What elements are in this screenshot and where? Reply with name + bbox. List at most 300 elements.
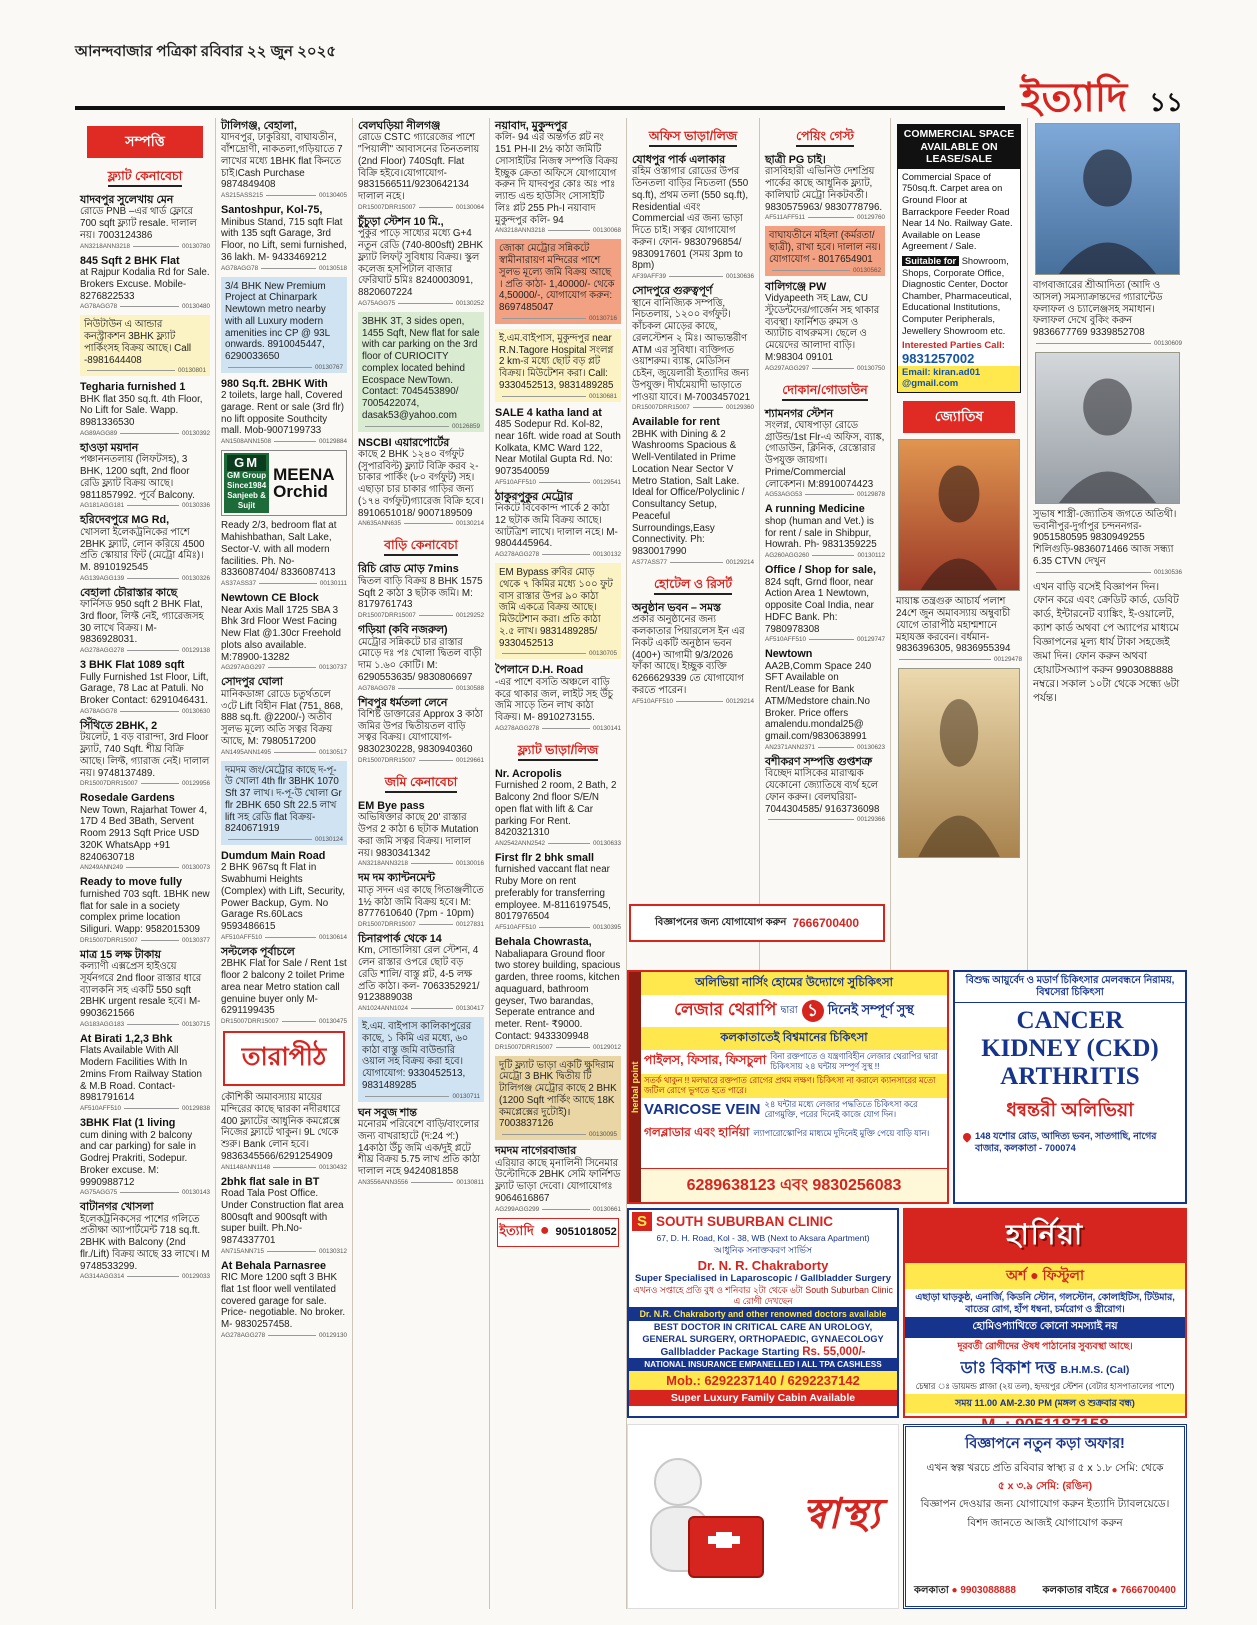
ad-code: DR15007DRR15007 — [632, 404, 690, 412]
oliviya-strip1: অলিভিয়া নার্সিং হোমের উদ্যোগে সুচিকিৎসা — [641, 972, 947, 995]
ad-title: At Behala Parnasree — [221, 1259, 327, 1272]
clinic-address — [955, 1131, 1185, 1158]
ad-number: 00130750 — [856, 364, 885, 372]
ad-meta — [495, 840, 621, 847]
ad-title: সিঁথিতে 2BHK, 2 — [80, 719, 158, 732]
kolkata-contact — [914, 1583, 1016, 1600]
classified-ad — [358, 933, 484, 1012]
classified-ad — [765, 564, 885, 643]
oliviya-content — [641, 972, 947, 1202]
commercial-phone: 9831257002 — [902, 351, 975, 367]
commercial-header-line2: AVAILABLE ON LEASE/SALE — [920, 140, 998, 166]
departments-line: BEST DOCTOR IN CRITICAL CARE AN UROLOGY, GENERAL SURGERY, ORTHOPAEDIC, GYNAECOLOGY — [642, 1322, 884, 1344]
ad-body: পঞ্চাননতলায় (লিফটসহ), 3 BHK, 1200 sqft, 2nd floor রেডি ফ্ল্যাট বিক্রয় আছে। 9811857992. পূর্বে Balcony. — [80, 454, 195, 501]
ad-number: 00129661 — [455, 756, 484, 764]
clinic-phones: Mob.: 6292237140 / 6292237142 — [629, 1371, 897, 1390]
ad-body: সুভাষ শাস্ত্রী-জ্যোতিষ জগতে অতিথী। ভবানীপুর-দুর্গাপুর চন্দননগর- 9051580595 9830949255 শিলিগুড়ি-9836071466 আজ সন্ধ্যা 6.35 CTVN দেখুন — [1033, 508, 1177, 567]
meta-rule — [542, 728, 590, 729]
ad-body: Road Tala Post Office. Under Construction flat area 800sqft and 900sqft with super built. Ph.No- 9874337701 — [221, 1188, 344, 1246]
ad-body: যাদবপুর, ঢাকুরিয়া, বাঘাযতীন, বাঁশদ্রোণী, নাকতলা,গড়িয়াতে 7 লাখের মধ্যে 1BHK flat কিনতে চাই।Cash Purchase 9874849408 — [221, 132, 343, 191]
ad-meta — [80, 1273, 210, 1280]
subsection-header — [765, 382, 885, 402]
ad-code: AF510AFF510 — [495, 924, 536, 932]
ad-title: চুঁচুড়া স্টেশন 10 মি., — [358, 215, 444, 228]
astrologer-photo-sadhu — [898, 668, 1020, 858]
ad-meta — [80, 502, 210, 509]
ad-body: Minibus Stand, 715 sqft Flat with 135 sqft Garage, 3rd Floor, no Lift, semi furnished, 36 lakh. M- 9433469212 — [221, 216, 347, 263]
meta-rule — [539, 482, 590, 483]
doctor-speciality: Super Specialised in Laparoscopic / Gallbladder Surgery — [634, 1273, 892, 1284]
ad-body: Nabaliapara Ground floor two storey building, spacious garden, three rooms, kitchen aquaguard, bathroom geyser, Two barandas, Seperate entrance and meter. Rent- ₹9000. Contact: 9433309948 — [495, 948, 621, 1042]
ad-body: দমদম জং/মেট্রোর কাছে দ-পূ-উ খোলা 4th flr 3BHK 1070 Sft 37 লাখ। দ-পূ-উ খোলা Gr flr 2BHK 650 Sft 22.5 লাখ lift সহ রেডি flat বিক্রয়- 8240671919 — [225, 764, 342, 835]
meta-rule — [127, 1024, 179, 1025]
ad-meta — [499, 393, 617, 400]
ad-number: 00130064 — [455, 203, 484, 211]
ad-code: AG78AGG78 — [358, 684, 396, 692]
classified-ad — [221, 1092, 347, 1171]
ad-code: DR15007DRR15007 — [80, 780, 138, 788]
subsection-label: হোটেল ও রিসর্ট — [654, 577, 732, 595]
ad-number: 00129478 — [993, 656, 1022, 664]
ad-meta — [632, 273, 754, 280]
ad-code: AG181AGG181 — [80, 502, 125, 510]
ad-meta — [495, 479, 621, 486]
meta-rule — [808, 217, 854, 218]
meta-rule — [419, 924, 453, 925]
ad-number: 00130536 — [1153, 568, 1182, 576]
tarapith-logo: তারাপীঠ — [223, 1031, 345, 1086]
meta-rule — [809, 639, 854, 640]
meta-rule — [274, 752, 316, 753]
ad-meta — [495, 227, 621, 234]
offer-phones — [914, 1583, 1176, 1600]
classified-ad — [495, 852, 621, 931]
meta-rule — [398, 303, 453, 304]
meta-rule — [398, 688, 453, 689]
suitable-for-list: Showroom, Shops, Corporate Office, Diagnostic Center, Doctor Chamber, Pharmaceutical, Educational Institutions, Computer Peripherals, Jewellery Showroom etc. — [902, 256, 1012, 336]
ad-title: শ্যামনগর স্টেশন — [765, 407, 834, 420]
figure-art — [654, 1458, 702, 1506]
ad-body: রোডে CSTC গ্যারেজের পাশে "পিয়ালী" আবাসনের তিনতলায় (2nd Floor) 740Sqft. Flat বিক্রি হইবে।যোগাযোগ- 9831566511/9230642134 দালাল নহে। — [358, 132, 480, 203]
ad-title: সল্টলেক পূর্বাচলে — [221, 945, 295, 958]
ad-meta — [221, 934, 347, 941]
ad-meta — [495, 551, 621, 558]
offer-line2: ৫ x ৩.৯ সেমি: (রঙিন) — [997, 1480, 1093, 1493]
classified-ad — [221, 204, 347, 271]
ad-meta — [765, 744, 885, 751]
ad-meta — [765, 552, 885, 559]
ad-title: 3 BHK Flat 1089 sqft — [80, 659, 185, 672]
ad-number: 00130111 — [319, 580, 347, 588]
meena-orchid-logo — [221, 450, 347, 516]
ad-code: AG278AGG278 — [221, 1331, 266, 1339]
ad-meta — [358, 757, 484, 764]
ad-code: AN3218ANN3218 — [80, 242, 131, 250]
offer-line4: বিশদ জানতে আজই যোগাযোগ করুন — [967, 1516, 1123, 1529]
ad-number: 00130715 — [181, 1020, 210, 1028]
ad-number: 00130705 — [588, 650, 617, 658]
classified-ad — [495, 407, 621, 486]
meta-rule — [120, 306, 179, 307]
ad-code: AN3556ANN3556 — [358, 1178, 409, 1186]
ad-body: মনোরম পরিবেশে বাড়ি/বাংলোর জন্য বাখরাহাটে (দ:24 প:) 14কাঠা উঁচু জমি এক/দুই প্লটে শীঘ্র বিক্রয় 5.75 লাখ প্রতি কাঠা দালাল নহে 9424081858 — [358, 1119, 481, 1178]
ad-body: স্থানে বানিজ্যিক সম্পত্তি, নিচতলায়, ১২০০ বর্গফুট। কাঁচকল মোড়ের কাছে, রেলস্টেশন ২ মিঃ। আভ্যন্তরীণ ATM এর সুবিধা। ব্যক্তিগত ওয়াশরুম। ব্যাঙ্ক, মেডিসিন চেইন, জুয়েলারী ইত্যাদির জন্য উপযুক্ত। দীর্ঘমেয়াদী ভাড়াতে পাওয়া যাবে। M-7003457021 — [632, 297, 751, 403]
ad-title: রিচি রোড মোড় 7mins — [358, 563, 459, 576]
ad-body: Fully Furnished 1st Floor, Lift, Garage, 78 Lac at Patuli. No Broker Contact: 6291046431. — [80, 671, 209, 707]
meta-rule — [676, 701, 723, 702]
ad-meta — [221, 664, 347, 671]
ad-meta — [221, 1164, 347, 1171]
gm-initials: GM — [227, 455, 266, 471]
meta-rule — [670, 562, 723, 563]
classified-ad — [80, 381, 210, 437]
ad-title: At Birati 1,2,3 Bhk — [80, 1032, 173, 1045]
ad-meta — [765, 214, 885, 221]
address-text: 148 যশোর রোড, আদিত্য ভবন, সাতগাছি, নাগের বাজার, কলকাতা - 700074 — [975, 1131, 1157, 1154]
ad-number: 00130801 — [177, 367, 206, 375]
ad-code: DR15007DRR15007 — [221, 1018, 279, 1026]
subsection-header — [632, 576, 754, 596]
classified-ad — [1033, 509, 1182, 576]
ad-meta — [221, 1248, 347, 1255]
ad-number: 00130681 — [588, 392, 617, 400]
classified-ad — [765, 648, 885, 751]
meta-rule — [141, 940, 179, 941]
ad-number: 00129878 — [856, 491, 885, 499]
ad-number: 00129214 — [725, 697, 754, 705]
ad-meta — [632, 559, 754, 566]
astrologer-photo-mayank — [898, 439, 1020, 591]
ad-title: EM Bye pass — [358, 799, 425, 812]
ad-body: Vidyapeeth সহ Law, CU স্টুডেন্টদের/গার্জেন সহ থাকার ব্যবস্থা। ফার্নিশড রুমস ও অ্যাটাচ বাথরুমস। ছেলে ও মেয়েদের আলাদা বাড়ি। M:98304 09101 — [765, 293, 880, 363]
oliviya-strip2: কলকাতাতেই বিশ্বমানের চিকিৎসা — [641, 1027, 947, 1050]
classified-ad — [765, 154, 885, 221]
ad-meta — [221, 438, 347, 445]
kolkata-label: কলকাতা — [914, 1585, 949, 1596]
ad-meta — [499, 315, 617, 322]
ad-title: Dumdum Main Road — [221, 850, 326, 863]
ad-number: 00130377 — [181, 936, 210, 944]
ad-body: AA2B,Comm Space 240 SFT Available on Rent/Lease for Bank ATM/Medstore chain.No Broker. Price offers amalendu.mondal25@ gmail.com/9830638991 — [765, 660, 872, 743]
ad-number: 00130336 — [181, 502, 210, 510]
ad-meta — [221, 265, 347, 272]
classified-ad — [495, 563, 621, 659]
ad-code: DR15007DRR15007 — [495, 1043, 553, 1051]
ad-number: 00130475 — [318, 1018, 347, 1026]
meta-rule — [141, 783, 179, 784]
section-header-jyotish: জ্যোতিষ — [903, 401, 1015, 433]
ad-code: AN1148ANN1148 — [221, 1163, 271, 1171]
classified-ad — [358, 312, 484, 432]
red-cross-icon — [716, 1532, 732, 1548]
meta-rule — [548, 843, 590, 844]
meta-rule — [265, 937, 316, 938]
paper-title — [75, 40, 336, 65]
ad-number: 00126859 — [451, 422, 480, 430]
ad-body: নিউটাউন এ আন্ডার কনস্ট্রাকশন 3BHK ফ্ল্যাট পার্কিংসহ বিক্রয় আছে। Call -8981644408 — [84, 319, 192, 366]
meta-rule — [556, 1047, 590, 1048]
column-right-photos — [1028, 118, 1187, 970]
ad-code: AG78AGG78 — [221, 264, 259, 272]
ad-number: 00129214 — [725, 558, 754, 566]
classified-ad — [221, 1260, 347, 1339]
classified-ad — [80, 514, 210, 581]
ad-number: 00129012 — [592, 1043, 621, 1051]
subsection-label: জমি কেনাবেচা — [385, 775, 457, 793]
ad-title: দমদম নাগেরবাজার — [495, 1145, 577, 1158]
cure-label: দিনেই সম্পূর্ণ সুস্থ — [827, 1001, 914, 1017]
ad-title: 2bhk flat sale in BT — [221, 1175, 320, 1188]
ad-body: ই.এম. বাইপাস কালিকাপুরের কাছে, ১ কিমি এর মধ্যে, ৬০ কাঠা বাস্তু জমি বাউন্ডারি ওয়াল সহ বিক্রয় করা হবে। যোগাযোগ: 9330452513, 9831489285 — [362, 1021, 472, 1091]
swasthya-title: স্বাস্থ্য — [802, 1490, 880, 1537]
classified-ad — [221, 761, 347, 846]
meta-rule — [120, 1192, 179, 1193]
ad-meta — [80, 430, 210, 437]
varicose-note: ২৪ ঘন্টার মধ্যে লেজার পদ্ধতিতে চিকিৎসা করে রোগমুক্তি, পরের দিনেই কাজে যোগ দিন। — [764, 1098, 918, 1119]
ad-body: রাসবিহারী এভিনিউ দেশপ্রিয় পার্কের কাছে আধুনিক ফ্ল্যাট, কালিঘাট মেট্রো নিকটবর্তী। 9830575963/ 9830778796. — [765, 166, 883, 213]
subsection-label: ফ্ল্যাট কেনাবেচা — [108, 169, 183, 187]
ad-body: সংলগ্ন, ঘোষপাড়া রোডে গ্রাউন্ড/1st Flr-এ অফিস, ব্যাঙ্ক, গোডাউন, ক্লিনিক, রেস্তোরার উপযুক্ত জায়গা। Prime/Commercial লোকেশন। M:8910074423 — [765, 419, 885, 490]
section-title: ইত্যাদি — [1020, 76, 1128, 120]
classified-ad — [358, 216, 484, 307]
ad-code: AN2542ANN2542 — [495, 840, 546, 848]
ad-body: at Rajpur Kodalia Rd for Sale. Brokers Excuse. Mobile-8276822533 — [80, 267, 210, 302]
ad-meta — [80, 1189, 210, 1196]
meta-rule — [261, 268, 316, 269]
ad-title: অনুষ্ঠান ভবন – সমস্ত — [632, 601, 721, 614]
ad-body: 485 Sodepur Rd. Kol-82, near 16ft. wide road at South Kolkata, KMC Ward 122, Near Motilal Gupta Rd. No: 9073540059 — [495, 419, 621, 478]
gallbladder-label: গলব্লাডার এবং হার্নিয়া — [644, 1124, 750, 1139]
clinic-logo: S — [632, 1212, 652, 1231]
ad-meta — [765, 365, 885, 372]
ad-title: Nr. Acropolis — [495, 767, 562, 780]
piles-label: পাইলস, ফিসার, ফিসচুলা — [644, 1053, 767, 1067]
ad-number: 00129956 — [181, 780, 210, 788]
ad-body: BHK flat 350 sq.ft. 4th Floor, No Lift for Sale. Wapp. 8981336530 — [80, 393, 203, 429]
subsection-header — [765, 128, 885, 148]
subsection-header — [632, 128, 754, 148]
meta-rule — [266, 195, 316, 196]
classified-ad — [221, 1176, 347, 1255]
ad-body: জোকা মেট্রোর সন্নিকটে স্বামীনারায়ণ মন্দিরের পাশে সুলভ মূল্যে জমি বিক্রয় আছে । প্রতি কাঠা- 1,40000/- থেকে 4,50000/-, যোগাযোগ করুন: 8697485047 — [499, 243, 615, 314]
ad-number: 00130661 — [592, 1205, 621, 1213]
ad-code: AG299AGG299 — [495, 1205, 540, 1213]
offer-line1: এখন স্বল্প খরচে প্রতি রবিবার স্বাস্থ্য র ৫ x ১.৮ সেমি: থেকে — [926, 1462, 1164, 1474]
ad-code: AN3218ANN3218 — [495, 227, 546, 235]
meta-rule — [772, 270, 850, 271]
meta-rule — [542, 1209, 590, 1210]
offer-line3: বিজ্ঞাপন দেওয়ার জন্য যোগাযোগ করুন ইত্যাদি ট্যাবলয়েডে। — [920, 1498, 1170, 1511]
ad-body: মানিকডাঙ্গা রোডে চতুর্থতলে ৩টে Lift বিহীন Flat (751, 868, 888 sq.ft. @2200/-) অতীব সুলভ মূল্যে অতি সত্বর বিক্রয় আছে, M: 7980517200 — [221, 688, 344, 747]
astrologer-photo-subhash — [1035, 352, 1180, 504]
dot-icon: ● — [539, 1221, 550, 1239]
ad-number: 00130614 — [318, 933, 347, 941]
ad-body: পুকুর পাড়ে সাধ্যের মধ্যে G+4 নতুন রেডি (740-800sft) 2BHK ফ্ল্যাট লিফট্ সুবিধায় বিক্রয়। স্কুল কলেজ হসপিটাল বাজার ফেরিঘাট 5মিঃ 8240003091, 8820607224 — [358, 228, 484, 299]
meta-rule — [127, 505, 179, 506]
ad-number: 00129884 — [318, 438, 347, 446]
ad-code: AF510AFF510 — [495, 478, 536, 486]
ad-title: দম দম ক্যান্টনমেন্ট — [358, 872, 435, 885]
classified-ad — [358, 872, 484, 928]
ad-meta — [358, 612, 484, 619]
ailments-list: এছাড়া ঘাড়কুষ্ঠ, এনার্জি, কিডনি স্টোন, গলস্টোন, কোলাইটিস, টিউমার, বাতের রোগ, হাঁপ ধম্বনা, চর্মরোগ ও স্ত্রীরোগ। — [915, 1292, 1175, 1315]
classified-ad — [358, 120, 484, 211]
cancer-line: CANCER — [1016, 1007, 1124, 1035]
kidney-line: KIDNEY (CKD) — [981, 1035, 1159, 1063]
ad-title: Santoshpur, Kol-75, — [221, 204, 323, 217]
ad-title: Office / Shop for sale, — [765, 564, 876, 577]
ad-number: 00130630 — [181, 707, 210, 715]
ad-body: বিশিষ্ট ডাক্তারের Approx 3 কাঠা জমির উপর দ্বিতীয়তল বাড়ি সত্বর বিক্রয়। যোগাযোগ- 9830230228, 9830940360 — [358, 708, 483, 756]
classified-ad — [221, 850, 347, 941]
meta-rule — [539, 927, 590, 928]
classified-ad — [80, 587, 210, 654]
ad-code: AN635ANN635 — [358, 520, 402, 528]
location-pin-icon — [961, 1132, 972, 1143]
ad-body: মাতৃ সদন এর কাছে গিতাঞ্জলীতে 1½ কাঠা জমি বিক্রয় হবে। M: 8777610640 (7pm - 10pm) — [358, 884, 484, 920]
warning-note: সতর্ক থাকুন !! মলদ্বারে রক্তপাত রোগের প্রথম লক্ষণ। চিকিৎসা না করালে ক্যানসারের মতো জটিল রোগে ভুগতে হতে পারে। — [641, 1074, 947, 1098]
meta-rule — [419, 760, 453, 761]
ad-meta — [80, 780, 210, 787]
ad-number: 00130609 — [1153, 339, 1182, 347]
ads-row-1 — [627, 970, 1187, 1204]
dot-icon: ● — [951, 1585, 958, 1596]
ad-body: 2 BHK 967sq ft Flat in Swabhumi Heights (Complex) with Lift, Security, Power Backup, Gym. No Garage Rs.60Lacs 9593486615 — [221, 862, 345, 933]
ittadi-contact-box — [497, 1218, 619, 1247]
ad-number: 00130623 — [856, 743, 885, 751]
ad-title: Newtown — [765, 648, 813, 661]
doctors-available-strip: Dr. N.R. Chakraborty and other renowned doctors available — [629, 1307, 897, 1321]
ad-body: Furnished 2 room, 2 Bath, 2 Balcony 2nd floor S/E/N open flat with lift & Car parking For Rent. 8420321310 — [495, 780, 617, 839]
meta-rule — [812, 368, 854, 369]
commercial-call-label: Interested Parties Call: — [902, 340, 1005, 352]
disease-list — [981, 1007, 1159, 1091]
arthritis-line: ARTHRITIS — [1000, 1063, 1140, 1091]
ad-number: 00130112 — [857, 552, 885, 560]
ad-number: 00130737 — [318, 664, 347, 672]
ad-code: AF510AFF510 — [80, 1105, 121, 1113]
ad-body: কাছে 2 BHK ১২৪০ বর্গফুট (সুপারবিল্ট) ফ্ল্যাট বিক্রি করব ২-চাকার পার্কিং (৮০ বর্গফুট) সহ। এছাড়া চার চাকার গাড়ির জন্য (১৭৪ বর্গফুট)গ্যারেজ বিক্রি হবে। 8910651018/ 9007189509 — [358, 448, 484, 519]
ad-body: টয়লেট, 1 বড় বারান্দা, 3rd Floor ফ্ল্যাট, 740 Sqft. শীঘ্র বিক্রি আছে। লিফ্ট, গ্যারাজ নেই। দালাল নয়। 9748137489. — [80, 732, 210, 779]
meta-rule — [502, 653, 586, 654]
ad-body: ফার্নিসড 950 sqft 2 BHK Flat, 3rd floor, লিফ্ট নেই, গ্যারেজসহ 30 লাখে বিক্রয়। M- 9836928031. — [80, 599, 204, 646]
ad-meta — [80, 303, 210, 310]
column-1 — [75, 118, 216, 1609]
ad-title: বেহালা চৌরাস্তার কাছে — [80, 586, 178, 599]
ad-meta — [765, 816, 885, 823]
classified-ad — [358, 624, 484, 691]
classified-ad — [80, 1033, 210, 1112]
ad-title: বালিগঞ্জে PW — [765, 280, 827, 293]
classified-ad — [221, 676, 347, 755]
classified-ad — [80, 876, 210, 943]
ad-body: cum dining with 2 balcony and car parking) for sale in Godrej Prakriti, Sodepur. Broker excuse. M: 9990988712 — [80, 1129, 196, 1188]
meta-rule — [127, 1276, 179, 1277]
outside-contact — [1043, 1583, 1176, 1600]
meta-rule — [669, 276, 723, 277]
meta-rule — [542, 554, 590, 555]
ad-code: DR15007DRR15007 — [358, 203, 416, 211]
ad-code: AN249ANN249 — [80, 864, 124, 872]
ad-title: A running Medicine — [765, 503, 865, 516]
oliviya-phones: 6289638123 এবং 9830256083 — [641, 1168, 947, 1202]
ad-body: 2BHK Flat for Sale / Rent 1st floor 2 balcony 2 toilet Prime area near Metro station call genuine buyer only M-6291199435 — [221, 958, 347, 1017]
meta-rule — [419, 615, 453, 616]
ad-number: 00129747 — [856, 636, 885, 644]
ad-meta — [358, 1179, 484, 1186]
classified-ad — [358, 437, 484, 528]
ad-title: First flr 2 bhk small — [495, 852, 595, 865]
subsection-label: ফ্ল্যাট ভাড়া/লিজ — [518, 743, 598, 761]
ad-code: AG75AGG75 — [358, 299, 396, 307]
ad-title: Tegharia furnished 1 — [80, 381, 186, 394]
laser-therapy-line — [641, 995, 947, 1027]
gallbladder-note: ল্যাপারোস্কোপির মাধ্যমে দুদিনেই মুক্তি পেয়ে বাড়ি যান। — [753, 1127, 930, 1138]
ad-code: AG297AGG297 — [221, 664, 266, 672]
meta-rule — [268, 667, 316, 668]
hernia-banner: হার্নিয়া — [905, 1210, 1185, 1263]
classified-ad — [495, 664, 621, 731]
ad-meta — [80, 575, 210, 582]
ad-code: AF511AFF511 — [765, 214, 806, 222]
dhanwantari-oliviya-ad — [953, 970, 1187, 1204]
ad-code: AF510AFF510 — [221, 933, 262, 941]
ad-title: ঠাকুরপুকুর মেট্রোর — [495, 490, 573, 503]
ad-title: টালিগঞ্জ, বেহালা, — [221, 120, 297, 132]
subsection-label: পেয়িং গেস্ট — [796, 129, 854, 147]
classified-ad — [495, 1145, 621, 1212]
commercial-email: Email: kiran.ad01 @gmail.com — [898, 366, 1020, 392]
ad-meta — [80, 1021, 210, 1028]
commercial-space-ad — [897, 124, 1021, 393]
ad-number: 00130326 — [181, 574, 210, 582]
commercial-header-line1: COMMERCIAL SPACE — [903, 128, 1015, 140]
classified-ad — [358, 1017, 484, 1102]
ad-title: বাটানগর খোসলা — [80, 1201, 154, 1214]
ad-code: AG139AGG139 — [80, 574, 125, 582]
meta-rule — [768, 819, 854, 820]
ad-title: Ready to move fully — [80, 876, 182, 889]
meta-rule — [282, 1021, 316, 1022]
ad-body: ইলেকট্রনিকসের পাশের গলিতে প্রতীক্ষা অ্যাপার্টমেন্ট 718 sq.ft. 2BHK with Balcony (2nd flr./Lift) বিক্রয় আছে 33 লাখে। M 9748533299. — [80, 1213, 210, 1272]
ad-number: 00129252 — [455, 612, 484, 620]
ad-title: মাত্র 15 লক্ষ টাকায় — [80, 948, 161, 961]
ad-code: AG75AGG75 — [80, 1189, 118, 1197]
right-region — [627, 118, 1187, 1609]
classified-ad — [765, 408, 885, 499]
ad-number: 00130143 — [181, 1189, 210, 1197]
classified-ad — [632, 416, 754, 566]
ad-code: AN1495ANN1495 — [221, 748, 272, 756]
ad-code: AN3218ANN3218 — [358, 860, 409, 868]
ad-code: AN1508ANN1508 — [221, 438, 272, 446]
offer-title: বিজ্ঞাপনে নতুন কড়া অফার! — [965, 1436, 1125, 1452]
ad-title: যোধপুর পার্ক এলাকার — [632, 154, 726, 166]
ad-meta — [769, 267, 881, 274]
classified-ad — [495, 329, 621, 402]
ad-title: হাওড়া ময়দান — [80, 441, 139, 454]
classified-ad — [80, 720, 210, 787]
meta-rule — [818, 747, 854, 748]
ad-number: 00130767 — [314, 363, 343, 371]
ad-number: 00130588 — [455, 684, 484, 692]
ad-body: অভিষিক্তার কাছে 20' রাস্তার উপর 2 কাঠা 6 ছটাক Mutation করা জমি সত্বর বিক্রয়। দালাল নয়। 9830341342 — [358, 812, 479, 859]
commercial-body: Commercial Space of 750sq.ft. Carpet area on Ground Floor at Barrackpore Feeder Road Near 14 No. Railway Gate. Available on Lease Agreement / Sale. — [902, 171, 1013, 252]
ad-body: -এর পাশে বসতি অঞ্চলে বাড়ি করে থাকার জল, লাইট সহ উঁচু জমি সাড়ে তিন লাখ কাঠা বিক্রয়। M- 8910273155. — [495, 676, 613, 724]
ad-title: শিবপুর ধর্মতলা লেনে — [358, 696, 448, 709]
cabin-strip: Super Luxury Family Cabin Available — [629, 1390, 897, 1406]
arsho-fistula-strip: অর্শ ● ফিস্টুলা — [905, 1263, 1185, 1289]
